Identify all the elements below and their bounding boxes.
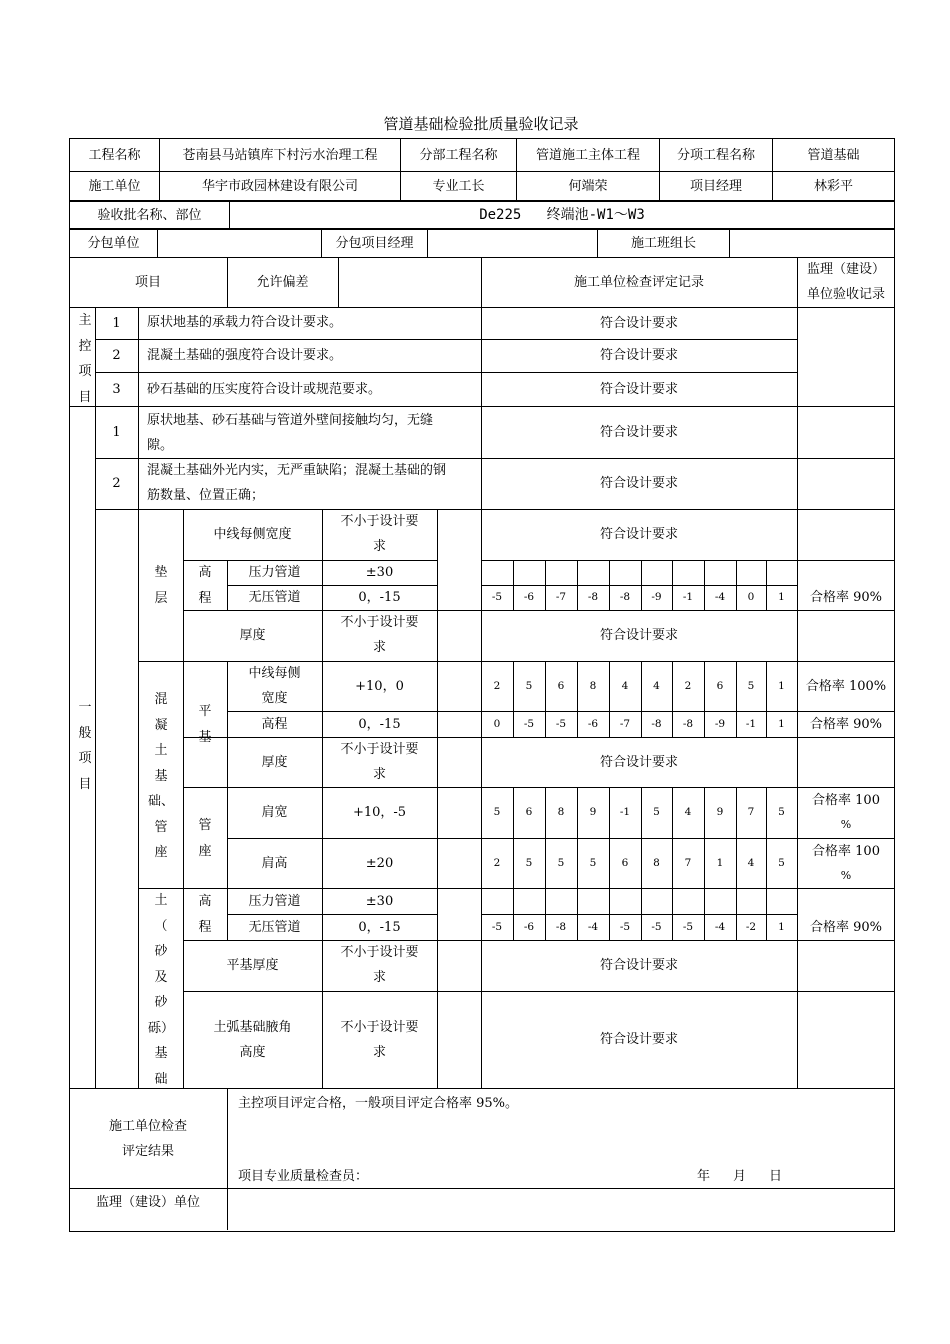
contractor-value: 华宇市政园林建设有限公司 xyxy=(160,172,401,202)
soil-label: 土 （ 砂 及 砂 砾） 基 础 xyxy=(147,893,174,1087)
measured-value: 6 xyxy=(621,856,629,869)
project-name: 苍南县马站镇库下村污水治理工程 xyxy=(160,139,401,172)
pm-value: 林彩平 xyxy=(773,172,895,202)
c-thick-tol-1: 不小于设计要 xyxy=(340,615,419,630)
f-mid-name-2: 宽度 xyxy=(261,691,288,706)
measured-value: 5 xyxy=(778,806,785,818)
measured-value xyxy=(704,560,736,585)
measured-value: 0 xyxy=(747,591,755,603)
s-gravity-tolerance: 0，-15 xyxy=(358,919,401,935)
inspector-label: 项目专业质量检查员： xyxy=(238,1169,369,1184)
measured-value: -5 xyxy=(682,920,694,933)
main-item-2-no: 2 xyxy=(112,348,121,363)
cushion-label: 垫 层 xyxy=(154,565,168,606)
sub-value xyxy=(158,229,322,258)
s-arc-name-2: 高度 xyxy=(239,1045,266,1060)
measured-value: 5 xyxy=(525,856,533,869)
measured-value: 1 xyxy=(716,856,724,869)
pass-rate xyxy=(798,888,894,914)
measured-value xyxy=(672,888,704,914)
s-gravity-name: 无压管道 xyxy=(248,919,301,935)
col-tolerance: 允许偏差 xyxy=(256,274,309,290)
measured-value: 9 xyxy=(716,806,724,818)
soil-elevation-label: 高 程 xyxy=(198,894,212,935)
measured-value: 5 xyxy=(493,806,501,818)
measured-value: 0 xyxy=(493,717,501,730)
main-item-1-text: 原状地基的承载力符合设计要求。 xyxy=(147,315,343,330)
pass-rate: 合格率 100 xyxy=(812,793,880,808)
f-mid-name-1: 中线每侧 xyxy=(248,666,301,681)
measured-value xyxy=(736,888,766,914)
header-table-row3 xyxy=(69,200,895,230)
measured-value: 2 xyxy=(493,679,501,692)
check-result-text: 主控项目评定合格，一般项目评定合格率 95%。 xyxy=(238,1096,519,1111)
header-table-row4 xyxy=(69,228,895,258)
pm-label: 项目经理 xyxy=(660,172,773,202)
measured-value: 4 xyxy=(684,806,692,818)
measured-value: 4 xyxy=(653,679,660,692)
p-width-tolerance: +10，-5 xyxy=(352,805,407,820)
general-item-2-text-2: 筋数量、位置正确； xyxy=(147,488,265,503)
measured-value: 2 xyxy=(684,679,692,692)
measured-value: 8 xyxy=(653,856,660,869)
measured-value: -5 xyxy=(491,591,503,603)
pass-rate: 合格率 100% xyxy=(805,678,887,694)
subitem-value: 管道基础 xyxy=(773,139,895,172)
f-mid-tolerance: +10，0 xyxy=(355,678,404,694)
measured-value: -5 xyxy=(555,717,567,730)
c-thick-name: 厚度 xyxy=(239,628,266,643)
measured-value xyxy=(672,560,704,585)
measured-value: 8 xyxy=(589,679,597,692)
document-title: 管道基础检验批质量验收记录 xyxy=(383,115,579,133)
general-items-label: 一 般 项 目 xyxy=(78,700,92,792)
measured-value: 1 xyxy=(778,679,785,692)
measured-value xyxy=(481,560,513,585)
main-item-1-result: 符合设计要求 xyxy=(599,315,678,331)
measured-value: -6 xyxy=(587,717,599,730)
pass-rate: 合格率 90% xyxy=(809,716,883,732)
p-height-name: 肩高 xyxy=(261,855,288,871)
batch-value: De225 终端池-W1～W3 xyxy=(230,201,895,230)
c-thick-result: 符合设计要求 xyxy=(599,628,678,643)
team-label: 施工班组长 xyxy=(598,229,730,258)
date-day: 日 xyxy=(769,1169,783,1184)
check-label-1: 施工单位检查 xyxy=(108,1119,187,1134)
f-thick-tol-2: 求 xyxy=(372,767,386,782)
general-item-2-text-1: 混凝土基础外光内实，无严重缺陷；混凝土基础的钢 xyxy=(147,463,447,478)
measured-value: 1 xyxy=(778,717,785,730)
general-item-2-no: 2 xyxy=(112,476,121,491)
c-thick-tol-2: 求 xyxy=(372,640,386,655)
measured-value xyxy=(513,888,545,914)
general-item-2-result: 符合设计要求 xyxy=(599,476,678,491)
s-arc-tol-2: 求 xyxy=(372,1045,386,1060)
measured-value: 9 xyxy=(589,806,597,818)
measured-value: -2 xyxy=(745,920,757,933)
project-name-label: 工程名称 xyxy=(70,139,160,172)
sub-pm-label: 分包项目经理 xyxy=(322,229,428,258)
measured-value: 8 xyxy=(557,806,565,818)
general-item-1-result: 符合设计要求 xyxy=(599,424,678,440)
measured-value: -4 xyxy=(587,920,599,933)
c-gravity-name: 无压管道 xyxy=(248,590,301,605)
main-control-label: 主 控 项 目 xyxy=(78,313,92,405)
f-thick-tol-1: 不小于设计要 xyxy=(340,742,419,757)
measured-value: 5 xyxy=(778,856,785,869)
sub-label: 分包单位 xyxy=(70,229,158,258)
f-elev-tolerance: 0，-15 xyxy=(358,716,401,732)
measured-value xyxy=(545,560,577,585)
f-elev-name: 高程 xyxy=(261,716,288,732)
c-mid-tol-1: 不小于设计要 xyxy=(340,514,419,529)
measured-value: 6 xyxy=(525,806,533,818)
c-mid-tol-2: 求 xyxy=(372,539,386,554)
s-thick-tol-2: 求 xyxy=(372,970,386,985)
measured-value xyxy=(736,560,766,585)
measured-value: -5 xyxy=(523,717,535,730)
supervisor-unit-label: 监理（建设）单位 xyxy=(95,1195,200,1210)
c-mid-name: 中线每侧宽度 xyxy=(213,527,292,542)
measured-value: -6 xyxy=(523,591,535,603)
pass-rate: 合格率 90% xyxy=(809,590,883,605)
measured-value: -4 xyxy=(714,591,726,603)
concrete-label: 混 凝 土 基 础、 管 座 xyxy=(147,692,174,860)
main-item-2-result: 符合设计要求 xyxy=(599,348,678,363)
measured-value: -5 xyxy=(651,920,662,933)
s-arc-name-1: 土弧基础腋角 xyxy=(213,1020,292,1035)
measured-value: 5 xyxy=(589,856,597,869)
measured-value: -8 xyxy=(651,717,662,730)
measured-value xyxy=(704,888,736,914)
p-height-tolerance: ±20 xyxy=(365,855,394,871)
team-value xyxy=(730,229,895,258)
s-thick-tol-1: 不小于设计要 xyxy=(340,945,419,960)
measured-value: 7 xyxy=(747,806,755,818)
measured-value xyxy=(766,560,797,585)
measured-value: -9 xyxy=(714,717,726,730)
measured-value: -7 xyxy=(619,717,631,730)
pass-rate-unit: % xyxy=(840,818,852,831)
measured-value: -8 xyxy=(682,717,694,730)
s-thick-name: 平基厚度 xyxy=(226,958,279,973)
measured-value: -7 xyxy=(555,591,567,603)
measured-value: -6 xyxy=(523,920,535,933)
s-pressure-tolerance: ±30 xyxy=(365,893,394,909)
measured-value: -8 xyxy=(619,591,631,603)
measured-value: -1 xyxy=(682,591,694,603)
pass-rate xyxy=(798,560,894,585)
header-table-row1 xyxy=(69,138,895,202)
pass-rate-unit: % xyxy=(840,869,852,882)
foreman-label: 专业工长 xyxy=(401,172,517,202)
general-item-1-no: 1 xyxy=(112,424,121,440)
measured-value: 7 xyxy=(684,856,692,869)
date-year: 年 xyxy=(697,1169,711,1184)
c-pressure-tolerance: ±30 xyxy=(365,565,394,580)
col-supervisor-1: 监理（建设） xyxy=(806,262,885,277)
measured-value xyxy=(577,888,609,914)
subitem-label: 分项工程名称 xyxy=(660,139,773,172)
measured-value: -5 xyxy=(491,920,503,933)
s-thick-result: 符合设计要求 xyxy=(599,958,678,973)
cushion-elevation-label: 高 程 xyxy=(198,565,212,606)
measured-value: 4 xyxy=(621,679,629,692)
measured-value: -5 xyxy=(619,920,631,933)
s-arc-tol-1: 不小于设计要 xyxy=(340,1020,419,1035)
measured-value xyxy=(766,888,797,914)
foreman-value: 何端荣 xyxy=(517,172,660,202)
main-item-3-no: 3 xyxy=(112,381,121,397)
sub-pm-value xyxy=(428,229,598,258)
measured-value xyxy=(609,560,641,585)
measured-value: 5 xyxy=(747,679,755,692)
measured-value: 6 xyxy=(557,679,565,692)
measured-value: -1 xyxy=(745,717,757,730)
c-gravity-tolerance: 0，-15 xyxy=(358,590,401,605)
measured-value: 6 xyxy=(716,679,724,692)
general-item-1-text-2: 隙。 xyxy=(147,438,174,453)
batch-label: 验收批名称、部位 xyxy=(70,201,230,230)
flat-base-label: 平 基 xyxy=(198,704,212,745)
measured-value: 5 xyxy=(653,806,660,818)
date-month: 月 xyxy=(733,1169,747,1184)
f-thick-result: 符合设计要求 xyxy=(599,754,678,770)
c-mid-result: 符合设计要求 xyxy=(599,527,678,542)
measured-value: -9 xyxy=(651,591,662,603)
col-record: 施工单位检查评定记录 xyxy=(573,274,704,290)
main-item-3-result: 符合设计要求 xyxy=(599,381,678,397)
measured-value xyxy=(609,888,641,914)
measured-value: 1 xyxy=(778,920,785,933)
f-thick-name: 厚度 xyxy=(261,754,288,770)
measured-value xyxy=(513,560,545,585)
general-item-1-text-1: 原状地基、砂石基础与管道外壁间接触均匀，无缝 xyxy=(147,413,434,428)
measured-value xyxy=(481,888,513,914)
s-pressure-name: 压力管道 xyxy=(248,893,301,909)
col-item: 项目 xyxy=(134,274,161,290)
measured-value: 5 xyxy=(525,679,533,692)
contractor-label: 施工单位 xyxy=(70,172,160,202)
check-label-2: 评定结果 xyxy=(121,1144,174,1159)
main-item-3-text: 砂石基础的压实度符合设计或规范要求。 xyxy=(147,382,382,397)
measured-value: 2 xyxy=(493,856,501,869)
measured-value: 5 xyxy=(557,856,565,869)
measured-value xyxy=(641,560,672,585)
pipe-seat-label: 管 座 xyxy=(198,818,212,859)
measured-value: 4 xyxy=(747,856,755,869)
main-item-2-text: 混凝土基础的强度符合设计要求。 xyxy=(147,348,343,363)
p-width-name: 肩宽 xyxy=(261,805,288,820)
measured-value xyxy=(577,560,609,585)
measured-value xyxy=(641,888,672,914)
measured-value: 1 xyxy=(778,591,785,603)
col-supervisor-2: 单位验收记录 xyxy=(806,287,885,302)
measured-value xyxy=(545,888,577,914)
main-item-1-no: 1 xyxy=(112,315,121,331)
measured-value: -8 xyxy=(555,920,567,933)
measured-value: -1 xyxy=(619,806,631,818)
measured-value: -4 xyxy=(714,920,726,933)
pass-rate: 合格率 90% xyxy=(809,919,883,935)
s-arc-result: 符合设计要求 xyxy=(599,1032,678,1047)
division-label: 分部工程名称 xyxy=(401,139,517,172)
pass-rate: 合格率 100 xyxy=(812,844,880,859)
division-value: 管道施工主体工程 xyxy=(517,139,660,172)
measured-value: -8 xyxy=(587,591,599,603)
c-pressure-name: 压力管道 xyxy=(248,565,301,580)
